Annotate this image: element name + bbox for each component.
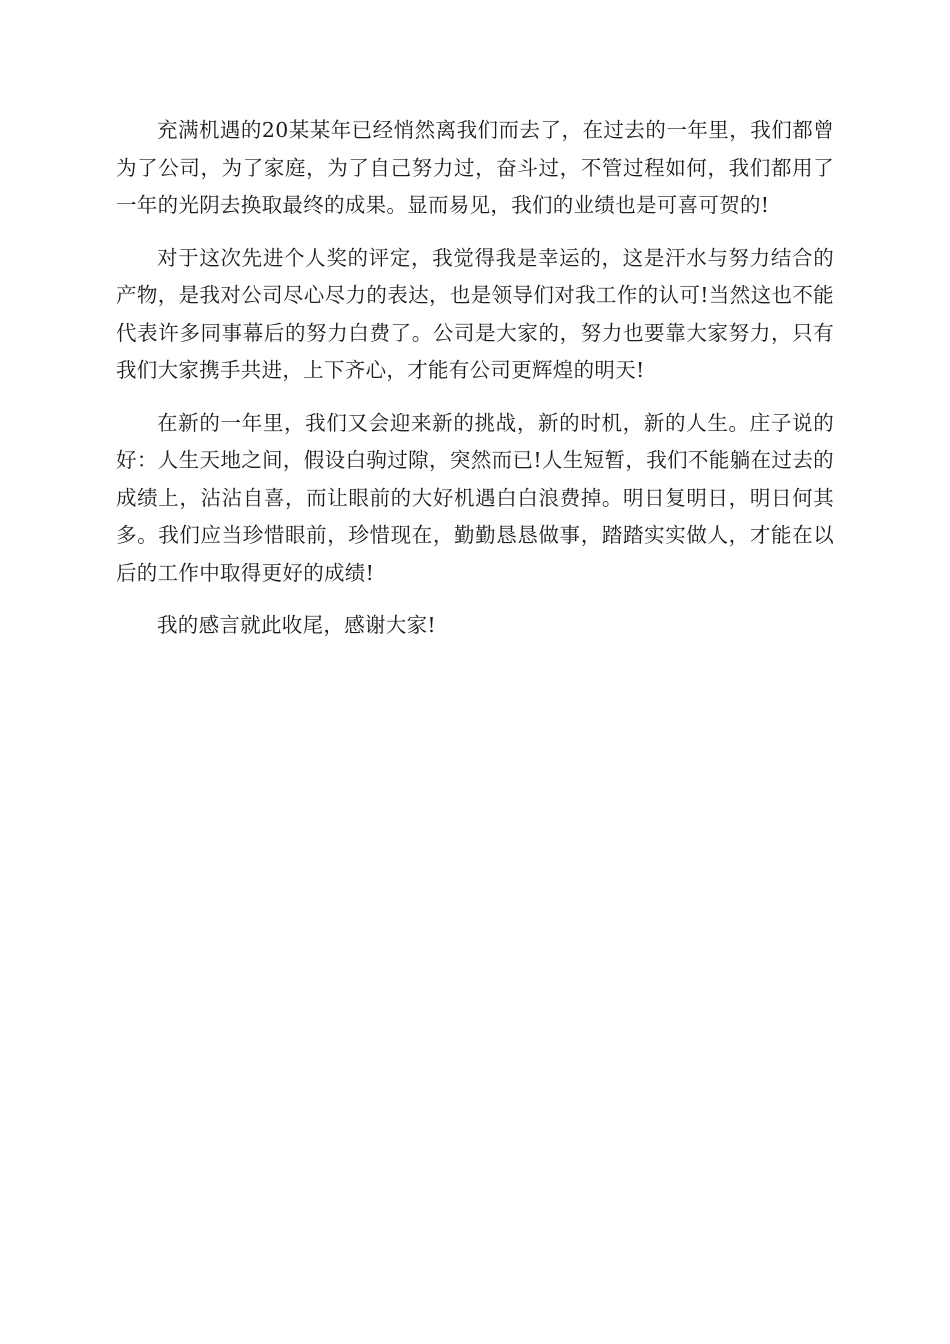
paragraph-new-year: 在新的一年里，我们又会迎来新的挑战，新的时机，新的人生。庄子说的好：人生天地之间，假设白驹过隙，突然而已!人生短暂，我们不能躺在过去的成绩上，沾沾自喜，而让眼前的大好机遇白白浪费掉。明日复明日，明日何其多。我们应当珍惜眼前，珍惜现在，勤勤恳恳做事，踏踏实实做人，才能在以后的工作中取得更好的成绩! [116,410,834,585]
paragraph-award: 对于这次先进个人奖的评定，我觉得我是幸运的，这是汗水与努力结合的产物，是我对公司尽心尽力的表达，也是领导们对我工作的认可!当然这也不能代表许多同事幕后的努力白费了。公司是大家的，努力也要靠大家努力，只有我们大家携手共进，上下齐心，才能有公司更辉煌的明天! [116,245,834,382]
document-body [116,112,834,660]
paragraph-opening: 充满机遇的20某某年已经悄然离我们而去了，在过去的一年里，我们都曾为了公司，为了家庭，为了自己努力过，奋斗过，不管过程如何，我们都用了一年的光阴去换取最终的成果。显而易见，我们的业绩也是可喜可贺的! [116,118,834,217]
paragraph-closing: 我的感言就此收尾，感谢大家! [157,613,436,637]
